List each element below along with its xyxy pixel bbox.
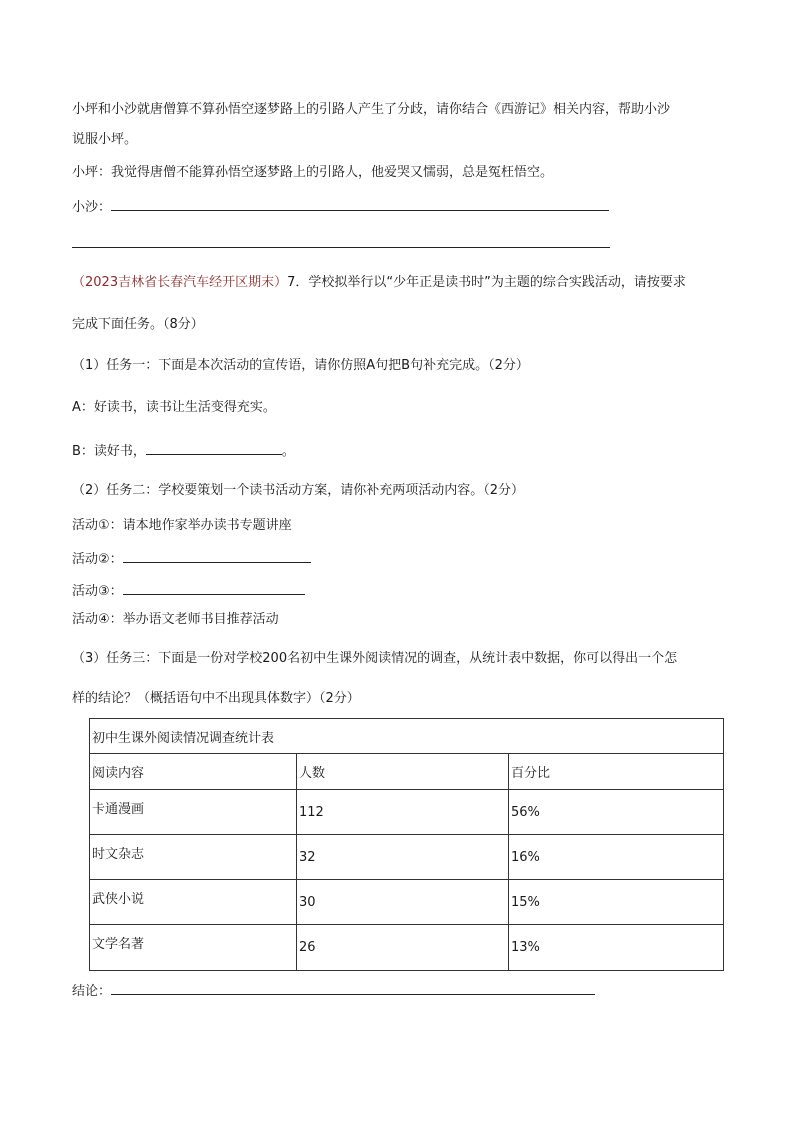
table-cell-count: 32 [297, 835, 509, 880]
task2-activity-4: 活动④：举办语文老师书目推荐活动 [72, 612, 279, 627]
table-cell-count: 30 [297, 880, 509, 925]
task1-sentence-a: A：好读书，读书让生活变得充实。 [72, 400, 276, 415]
table-cell-content: 武侠小说 [90, 880, 297, 925]
table-cell-percent: 15% [509, 880, 724, 925]
table-header-cell: 人数 [297, 754, 509, 790]
table-header-row [90, 754, 724, 790]
task3-conclusion-label: 结论： [72, 984, 112, 999]
q6-prompt-line2: 说服小坪。 [72, 132, 138, 147]
task1-title: （1）任务一：下面是本次活动的宣传语，请你仿照A句把B句补充完成。（2分） [72, 358, 529, 373]
task2-activity-3-blank[interactable] [123, 580, 305, 595]
table-cell-content: 时文杂志 [90, 835, 297, 880]
reading-survey-table [89, 718, 724, 971]
table-cell-count: 26 [297, 925, 509, 971]
table-title: 初中生课外阅读情况调查统计表 [90, 719, 724, 754]
task2-activity-2-row [72, 548, 311, 569]
table-row [90, 835, 724, 880]
task1-b-blank[interactable] [146, 440, 282, 455]
q7-stem-line2: 完成下面任务。（8分） [72, 317, 204, 332]
task3-conclusion-row [72, 980, 595, 1001]
task2-activity-3-label: 活动③： [72, 584, 123, 599]
q6-xiaoping-statement: 小坪：我觉得唐僧不能算孙悟空逐梦路上的引路人，他爱哭又懦弱，总是冤枉悟空。 [72, 165, 554, 180]
task2-activity-1: 活动①：请本地作家举办读书专题讲座 [72, 518, 292, 533]
task1-sentence-b-prefix: B：读好书， [72, 444, 146, 459]
q6-xiaosha-label: 小沙： [72, 200, 112, 215]
task1-sentence-b-suffix: 。 [281, 444, 295, 459]
table-header-cell: 百分比 [509, 754, 724, 790]
table-cell-content: 卡通漫画 [90, 790, 297, 835]
table-header-cell: 阅读内容 [90, 754, 297, 790]
task2-activity-2-blank[interactable] [123, 548, 311, 563]
q6-xiaosha-row [72, 196, 609, 217]
q6-prompt-line1: 小坪和小沙就唐僧算不算孙悟空逐梦路上的引路人产生了分歧，请你结合《西游记》相关内容，帮助小沙 [72, 102, 671, 117]
task3-title-line1: （3）任务三：下面是一份对学校200名初中生课外阅读情况的调查，从统计表中数据，你可以得出一个怎 [72, 651, 678, 666]
table-cell-count: 112 [297, 790, 509, 835]
q7-stem-line1 [72, 274, 686, 292]
task3-conclusion-blank[interactable] [111, 980, 595, 995]
q7-source-tag: （2023吉林省长春汽车经开区期末） [72, 275, 288, 290]
q6-answer-blank-1[interactable] [111, 196, 609, 211]
table-cell-percent: 13% [509, 925, 724, 971]
table-title-row [90, 719, 724, 754]
table-cell-percent: 16% [509, 835, 724, 880]
table-row [90, 880, 724, 925]
task2-activity-3-row [72, 580, 305, 601]
table-row [90, 790, 724, 835]
q6-answer-blank-2[interactable] [72, 247, 610, 248]
q7-stem-text: 7．学校拟举行以“少年正是读书时”为主题的综合实践活动，请按要求 [287, 275, 686, 290]
table-cell-content: 文学名著 [90, 925, 297, 971]
task3-title-line2: 样的结论？（概括语句中不出现具体数字）（2分） [72, 691, 360, 706]
task1-sentence-b-row [72, 440, 295, 461]
task2-title: （2）任务二：学校要策划一个读书活动方案，请你补充两项活动内容。（2分） [72, 483, 525, 498]
table-cell-percent: 56% [509, 790, 724, 835]
task2-activity-2-label: 活动②： [72, 552, 123, 567]
table-row [90, 925, 724, 971]
